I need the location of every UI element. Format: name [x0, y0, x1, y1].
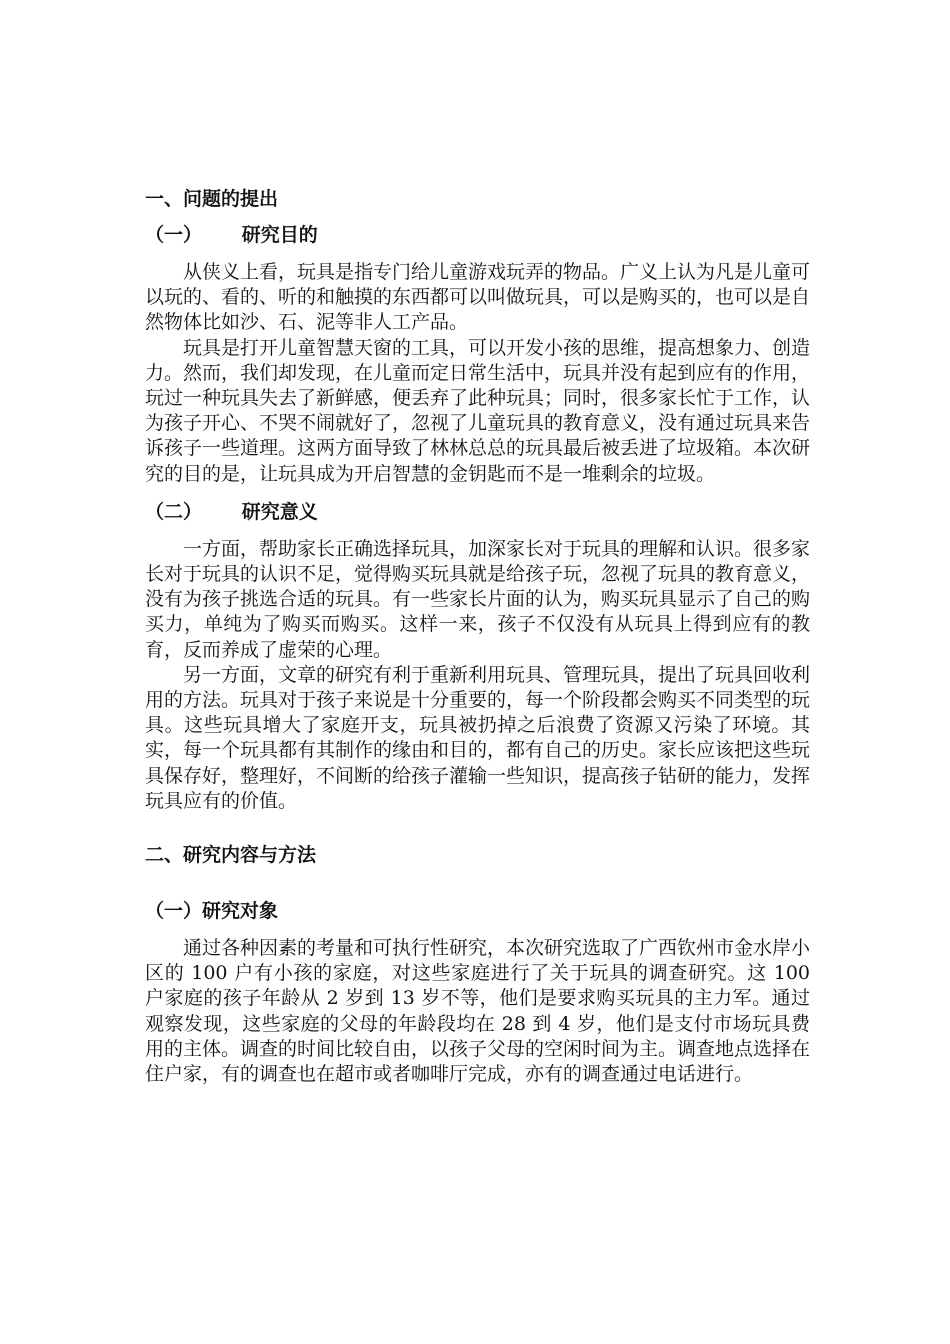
paragraph: 另一方面，文章的研究有利于重新利用玩具、管理玩具，提出了玩具回收利用的方法。玩具对于孩子来说是十分重要的，每一个阶段都会购买不同类型的玩具。这些玩具增大了家庭开支，玩具被扔掉之后浪费了资源又污染了环境。其实，每一个玩具都有其制作的缘由和目的，都有自己的历史。家长应该把这些玩具保存好，整理好，不间断的给孩子灌输一些知识，提高孩子钻研的能力，发挥玩具应有的价值。	[145, 663, 811, 812]
document-page	[145, 184, 810, 1087]
paragraph: 玩具是打开儿童智慧天窗的工具，可以开发小孩的思维，提高想象力、创造力。然而，我们却发现，在儿童而定日常生活中，玩具并没有起到应有的作用，玩过一种玩具失去了新鲜感，便丢弃了此种玩具；同时，很多家长忙于工作，认为孩子开心、不哭不闹就好了，忽视了儿童玩具的教育意义，没有通过玩具来告诉孩子一些道理。这两方面导致了林林总总的玩具最后被丢进了垃圾箱。本次研究的目的是，让玩具成为开启智慧的金钥匙而不是一堆剩余的垃圾。	[145, 336, 811, 485]
spacer	[145, 870, 810, 896]
paragraph: 从侠义上看，玩具是指专门给儿童游戏玩弄的物品。广义上认为凡是儿童可以玩的、看的、听的和触摸的东西都可以叫做玩具，可以是购买的，也可以是自然物体比如沙、石、泥等非人工产品。	[145, 261, 811, 334]
spacer	[145, 926, 810, 936]
section-heading-content-methods: 二、研究内容与方法	[145, 844, 317, 867]
spacer	[145, 527, 810, 537]
paragraph: 一方面，帮助家长正确选择玩具，加深家长对于玩具的理解和认识。很多家长对于玩具的认识不足，觉得购买玩具就是给孩子玩，忽视了玩具的教育意义，没有为孩子挑选合适的玩具。有一些家长片面的认为，购买玩具显示了自己的购买力，单纯为了购买而购买。这样一来，孩子不仅没有从玩具上得到应有的教育，反而养成了虚荣的心理。	[145, 537, 811, 661]
subheading-research-subjects: （一）研究对象	[145, 900, 279, 923]
spacer	[145, 814, 810, 840]
section-heading-problem: 一、问题的提出	[145, 188, 279, 210]
subheading-research-significance: （二） 研究意义	[145, 500, 318, 523]
spacer	[145, 250, 810, 260]
subheading-research-purpose: （一） 研究目的	[145, 224, 318, 246]
paragraph: 通过各种因素的考量和可执行性研究，本次研究选取了广西钦州市金水岸小区的 100 户有小孩的家庭，对这些家庭进行了关于玩具的调查研究。这 100 户家庭的孩子年龄从 2 岁到 13 岁不等，他们是要求购买玩具的主力军。通过观察发现，这些家庭的父母的年龄段均在 28 到 4 岁，他们是支付市场玩具费用的主体。调查的时间比较自由，以孩子父母的空闲时间为主。调查地点选择在住户家，有的调查也在超市或者咖啡厅完成，亦有的调查通过电话进行。	[145, 937, 811, 1086]
spacer	[145, 487, 810, 497]
